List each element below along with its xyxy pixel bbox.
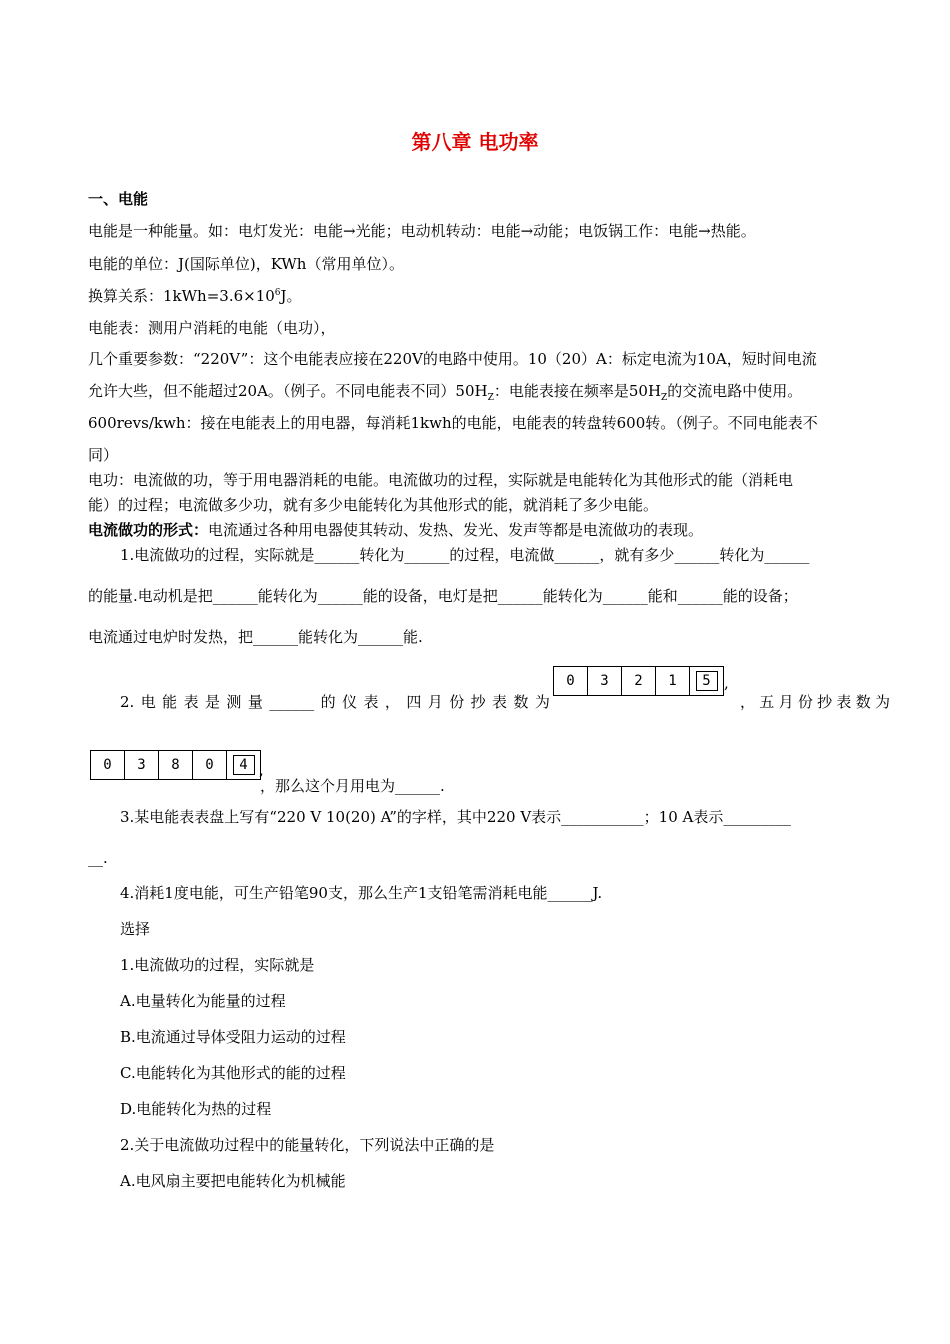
paragraph-params-line3: 600revs/kwh：接在电能表上的用电器，每消耗1kwh的电能，电能表的转盘转600转。（例子。不同电能表不 <box>88 414 818 432</box>
comma: , <box>259 761 264 779</box>
question-2-line1-left: 2. 电 能 表 是 测 量 ______ 的 仪 表 ， 四 月 份 抄 表 数 为 <box>120 693 550 711</box>
question-4: 4.消耗1度电能，可生产铅笔90支，那么生产1支铅笔需消耗电能______J. <box>120 884 603 902</box>
question-1-line1: 1.电流做功的过程，实际就是______转化为______的过程，电流做______，就有多少______转化为______ <box>120 546 810 564</box>
comma: , <box>724 674 729 692</box>
paragraph-params-line4: 同） <box>88 446 119 464</box>
meter-digit-decimal: 5 <box>690 667 723 695</box>
choice-option-b: B.电流通过导体受阻力运动的过程 <box>120 1028 346 1046</box>
question-3-line2: __. <box>88 849 108 867</box>
choice-option-c: C.电能转化为其他形式的能的过程 <box>120 1064 346 1082</box>
paragraph-energy-forms: 电能是一种能量。如：电灯发光：电能→光能；电动机转动：电能→动能；电饭锅工作：电能→热能。 <box>88 222 756 240</box>
meter-digit: 2 <box>622 667 656 695</box>
question-2-line1-right: ， 五 月 份 抄 表 数 为 <box>740 693 890 711</box>
section-heading: 一、电能 <box>88 190 149 208</box>
choice-option-a: A.电风扇主要把电能转化为机械能 <box>120 1172 346 1190</box>
question-3-line1: 3.某电能表表盘上写有“220 V 10(20) A”的字样，其中220 V表示___________；10 A表示_________ <box>120 808 791 826</box>
meter-digit: 0 <box>193 751 227 779</box>
question-1-line2: 的能量.电动机是把______能转化为______能的设备，电灯是把______能转化为______能和______能的设备； <box>88 587 798 605</box>
meter-digit: 0 <box>554 667 588 695</box>
paragraph-conversion: 换算关系：$1kWh=3.6\times 10^6J$。 <box>88 287 302 305</box>
paragraph-work-line1: 电功：电流做的功，等于用电器消耗的电能。电流做功的过程，实际就是电能转化为其他形式的能（消耗电 <box>88 471 794 489</box>
chapter-title: 第八章 电功率 <box>411 130 539 154</box>
meter-digit: 3 <box>588 667 622 695</box>
meter-digit: 8 <box>159 751 193 779</box>
choice-question-2: 2.关于电流做功过程中的能量转化，下列说法中正确的是 <box>120 1136 495 1154</box>
paragraph-work-forms: 电流做功的形式：电流通过各种用电器使其转动、发热、发光、发声等都是电流做功的表现。 <box>88 521 704 539</box>
paragraph-params-line2: 允许大些，但不能超过20A。（例子。不同电能表不同）$50H_Z$：电能表接在频率是$50H_Z$的交流电路中使用。 <box>88 382 803 403</box>
meter-digit-decimal: 4 <box>227 751 260 779</box>
bold-term: 电流做功的形式： <box>88 521 209 539</box>
meter-digit: 1 <box>656 667 690 695</box>
meter-reading-may <box>90 750 261 780</box>
paragraph-work-line2: 能）的过程；电流做多少功，就有多少电能转化为其他形式的能，就消耗了多少电能。 <box>88 496 659 514</box>
meter-digit: 3 <box>125 751 159 779</box>
paragraph-params-line1: 几个重要参数：“220V”：这个电能表应接在220V的电路中使用。10（20）A：标定电流为10A，短时间电流 <box>88 350 817 368</box>
meter-reading-april <box>553 666 724 696</box>
choice-option-d: D.电能转化为热的过程 <box>120 1100 272 1118</box>
choice-question-1: 1.电流做功的过程，实际就是 <box>120 956 315 974</box>
question-1-line3: 电流通过电炉时发热，把______能转化为______能. <box>88 628 423 646</box>
choice-option-a: A.电量转化为能量的过程 <box>120 992 286 1010</box>
meter-digit: 0 <box>91 751 125 779</box>
paragraph-units: 电能的单位：J(国际单位)，KWh（常用单位）。 <box>88 255 404 273</box>
paragraph-meter: 电能表：测用户消耗的电能（电功）， <box>88 319 336 337</box>
question-2-line2: ，那么这个月用电为______. <box>260 777 445 795</box>
choice-heading: 选择 <box>120 920 151 938</box>
